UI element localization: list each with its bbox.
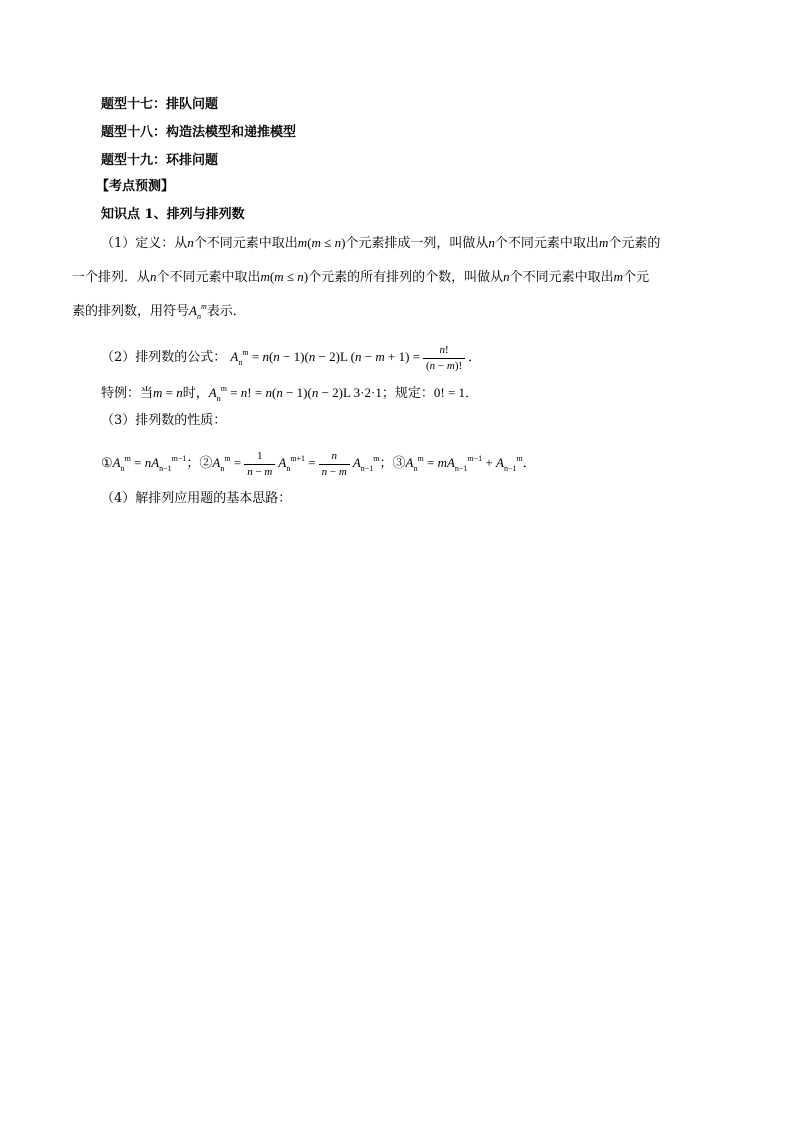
properties-line: $①A_n^m = nA_{n-1}^{m-1}$；$②A_n^m$ = $\frac{1}{n - m}$ $A_n^{m+1}$ = $\frac{n}{n - m}$ $A_{n-1}^m$；$③A_n^m = mA_{n-1}^{m-1} + A_{n-1}^m$． bbox=[101, 449, 536, 478]
def-text: 个不同元素中取出 bbox=[509, 270, 614, 285]
properties-label: （3）排列数的性质： bbox=[101, 413, 227, 428]
toc-item: 题型十九：环排问题 bbox=[101, 153, 219, 168]
def-text: 个元素的所有排列的个数，叫做从 bbox=[308, 270, 504, 285]
circled-3: ；③ bbox=[379, 456, 406, 471]
def-text: 个元素排成一列，叫做从 bbox=[345, 236, 489, 251]
definition-line-1: （1）定义：从n个不同元素中取出m(m ≤ n)个元素排成一列，叫做从n个不同元素中取出m个元素的 bbox=[101, 235, 661, 251]
def-text: 个元素的 bbox=[608, 236, 661, 251]
def-text: 个不同元素中取出 bbox=[494, 236, 599, 251]
def-text: （1）定义：从 bbox=[101, 236, 188, 251]
permutation-symbol: $A_n^m$ bbox=[189, 302, 207, 321]
def-text: 素的排列数，用符号 bbox=[72, 304, 190, 319]
special-text: ；规定： bbox=[381, 386, 434, 401]
def-text: 个元 bbox=[623, 270, 650, 285]
def-text: 表示． bbox=[206, 304, 246, 319]
formula-tail: ． bbox=[468, 350, 482, 365]
formula-label: （2）排列数的公式： bbox=[101, 350, 227, 365]
special-text: 特例：当 bbox=[101, 386, 154, 401]
definition-line-3 bbox=[72, 298, 246, 326]
definition-line-2: 一个排列．从n个不同元素中取出m(m ≤ n)个元素的所有排列的个数，叫做从n个不同元素中取出m个元 bbox=[72, 269, 650, 285]
def-text: 一个排列．从 bbox=[72, 270, 151, 285]
def-text: 个不同元素中取出 bbox=[193, 236, 298, 251]
section-title: 【考点预测】 bbox=[96, 179, 175, 194]
toc-item: 题型十八：构造法模型和递推模型 bbox=[101, 125, 297, 140]
properties-tail: ． bbox=[522, 456, 536, 471]
def-text: 个不同元素中取出 bbox=[156, 270, 261, 285]
toc-item: 题型十七：排队问题 bbox=[101, 97, 219, 112]
approach-label: （4）解排列应用题的基本思路： bbox=[101, 491, 292, 506]
knowledge-title: 知识点 1、排列与排列数 bbox=[101, 207, 245, 222]
formula-line bbox=[101, 336, 481, 370]
special-text: ． bbox=[465, 386, 479, 401]
special-text: 时， bbox=[182, 386, 209, 401]
special-case-line: 特例：当m = n时，$A_n^m = n$! = n(n − 1)(n − 2)L 3·2·1；规定：0! = 1． bbox=[101, 384, 479, 403]
circled-2: ；② bbox=[186, 456, 213, 471]
circled-1: ① bbox=[101, 456, 113, 471]
formula-expression: $A_n^m = n(n - 1)(n - 2)L$ (n − m + 1) = $\frac{n!}{(n - m)!}$ bbox=[230, 349, 468, 364]
